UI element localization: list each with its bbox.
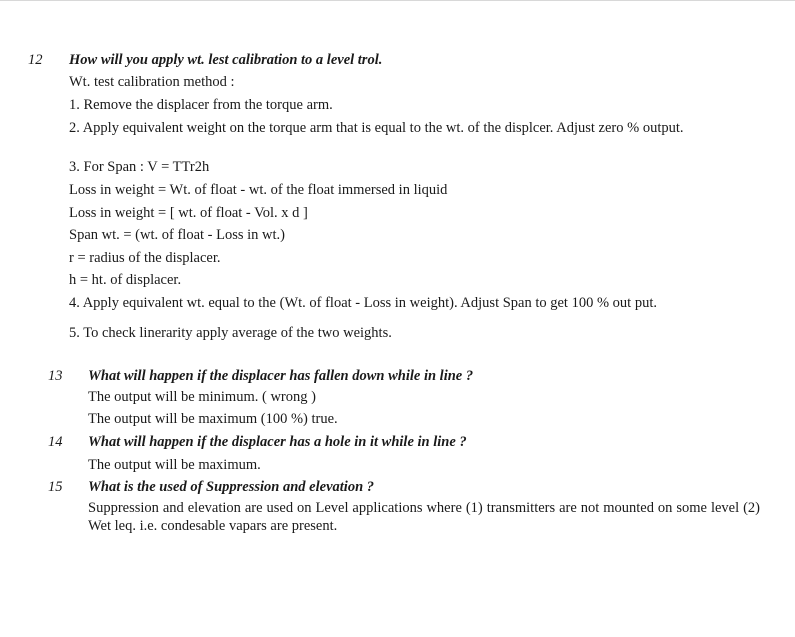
question-title: How will you apply wt. lest calibration to a level trol. [69, 52, 383, 68]
answer-line: The output will be maximum. [88, 457, 261, 473]
question-number: 14 [48, 434, 63, 450]
answer-line: h = ht. of displacer. [69, 272, 182, 288]
top-rule [0, 0, 795, 1]
answer-line: r = radius of the displacer. [69, 250, 221, 266]
answer-line: Loss in weight = [ wt. of float - Vol. x d ] [69, 205, 308, 221]
question-number: 13 [48, 368, 63, 384]
question-title: What will happen if the displacer has a hole in it while in line ? [88, 434, 467, 450]
question-title: What is the used of Suppression and elevation ? [88, 479, 375, 495]
answer-line: 5. To check linerarity apply average of the two weights. [69, 325, 392, 341]
answer-line: Suppression and elevation are used on Level applications where (1) transmitters are not mounted on some level (2) Wet leq. i.e. condesable vapars are present. [88, 500, 760, 534]
question-number: 15 [48, 479, 63, 495]
question-number: 12 [28, 52, 43, 68]
answer-line: 3. For Span : V = TTr2h [69, 159, 210, 175]
answer-line: Wt. test calibration method : [69, 74, 235, 90]
question-title: What will happen if the displacer has fallen down while in line ? [88, 368, 474, 384]
answer-line: 4. Apply equivalent wt. equal to the (Wt. of float - Loss in weight). Adjust Span to get 100 % out put. [69, 295, 657, 311]
answer-line: The output will be minimum. ( wrong ) [88, 389, 316, 405]
answer-line: Loss in weight = Wt. of float - wt. of the float immersed in liquid [69, 182, 448, 198]
answer-line: 2. Apply equivalent weight on the torque arm that is equal to the wt. of the displcer. Adjust zero % output. [69, 120, 684, 136]
answer-line: 1. Remove the displacer from the torque arm. [69, 97, 333, 113]
answer-line: Span wt. = (wt. of float - Loss in wt.) [69, 227, 285, 243]
answer-line: The output will be maximum (100 %) true. [88, 411, 338, 427]
